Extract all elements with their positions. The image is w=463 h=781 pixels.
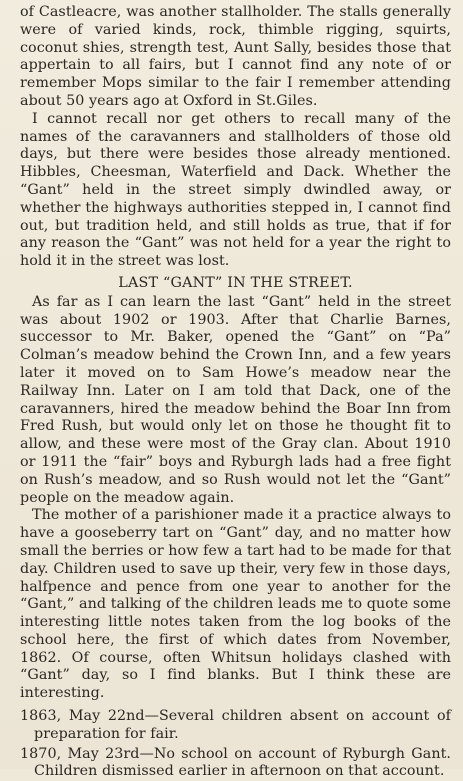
article-paragraph: I cannot recall nor get others to recall many of the names of the caravanners and stallholders of those old days, but there were besides those already mentioned. Hibbles, Cheesman, Waterfield and Dack. Whether the “Gant” held in the street simply dwindled away, or whether the highways authorities stepped in, I cannot find out, but tradition held, and still holds as true, that if for any reason the “Gant” was not held for a year the right to hold it in the street was lost.: [20, 110, 451, 270]
article-paragraph: of Castleacre, was another stallholder. The stalls generally were of varied kinds, rock, thimble rigging, squirts, coconut shies, strength test, Aunt Sally, besides those that appertain to all fairs, but I cannot find any note of or remember Mops similar to the fair I remember attending about 50 years ago at Oxford in St.Giles.: [20, 4, 451, 109]
log-book-entry: 1870, May 23rd—No school on account of Ryburgh Gant. Children dismissed earlier in afternoon on that account.: [20, 745, 451, 780]
section-heading: LAST “GANT” IN THE STREET.: [118, 274, 353, 291]
article-paragraph: The mother of a parishioner made it a practice always to have a gooseberry tart on “Gant” day, and no matter how small the berries or how few a tart had to be made for that day. Children used to save up their, very few in those days, halfpence and pence from one year to another for the “Gant,” and talking of the children leads me to quote some interesting little notes taken from the log books of the school here, the first of which dates from November, 1862. Of course, often Whitsun holidays clashed with “Gant” day, so I find blanks. But I think these are interesting.: [20, 507, 452, 702]
article-paragraph: As far as I can learn the last “Gant” held in the street was about 1902 or 1903. After that Charlie Barnes, successor to Mr. Baker, opened the “Gant” on “Pa” Colman’s meadow behind the Crown Inn, and a few years later it moved on to Sam Howe’s meadow near the Railway Inn. Later on I am told that Dack, one of the caravanners, hired the meadow behind the Boar Inn from Fred Rush, but would only let on those he thought fit to allow, and these were most of the Gray clan. About 1910 or 1911 the “fair” boys and Ryburgh lads had a free fight on Rush’s meadow, and so Rush would not let the “Gant” people on the meadow again.: [20, 293, 451, 506]
log-book-entry: 1863, May 22nd—Several children absent on account of preparation for fair.: [20, 708, 451, 742]
